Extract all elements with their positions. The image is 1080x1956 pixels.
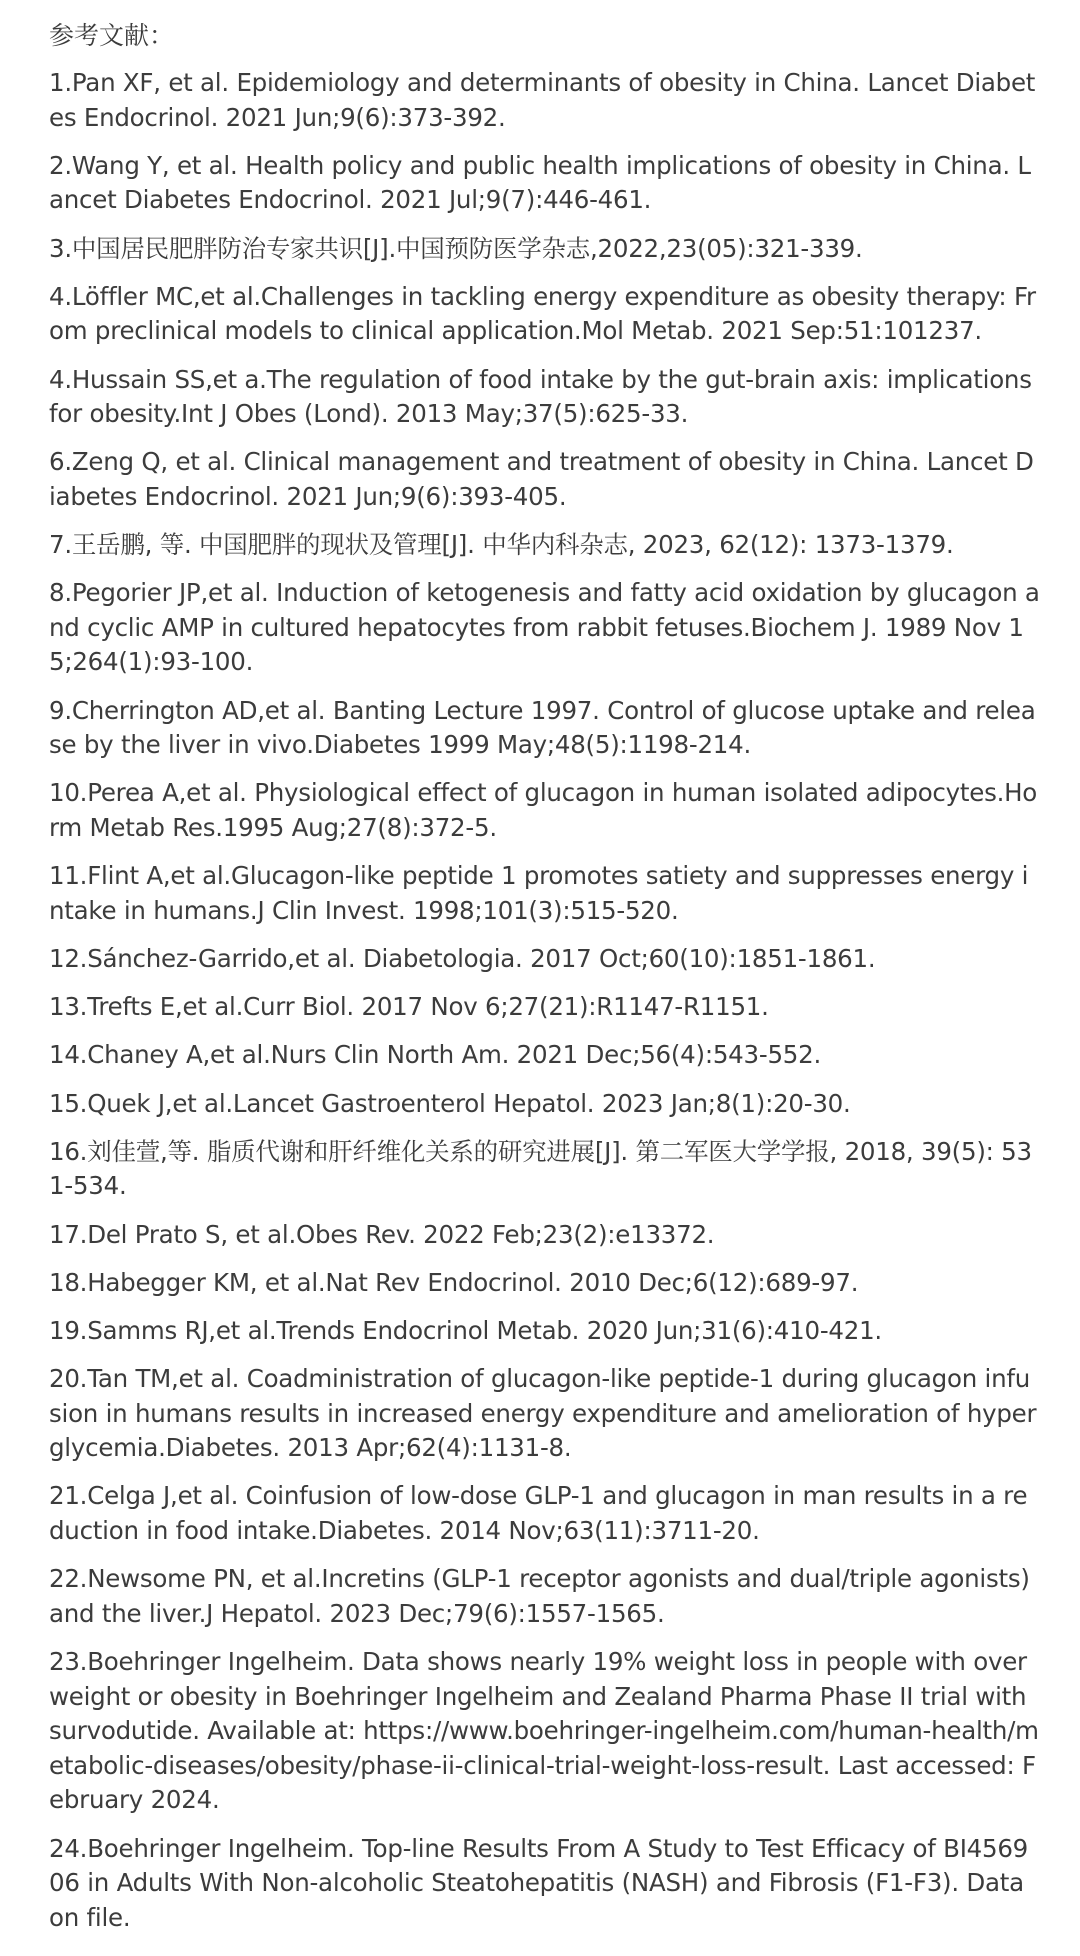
reference-item: 24.Boehringer Ingelheim. Top-line Results From A Study to Test Efficacy of BI456906 in Adults With Non-alcoholic Steatohepatitis (NASH) and Fibrosis (F1-F3). Data on file. bbox=[49, 1833, 1029, 1932]
reference-item: 20.Tan TM,et al. Coadministration of glucagon-like peptide-1 during glucagon infusion in humans results in increased energy expenditure and amelioration of hyperglycemia.Diabetes. 2013 Apr;62(4):1131-8. bbox=[49, 1364, 1037, 1463]
reference-item: 7.王岳鹏, 等. 中国肥胖的现状及管理[J]. 中华内科杂志, 2023, 62(12): 1373-1379. bbox=[49, 530, 954, 560]
reference-item: 4.Löffler MC,et al.Challenges in tackling energy expenditure as obesity therapy: From preclinical models to clinical application.Mol Metab. 2021 Sep:51:101237. bbox=[49, 281, 1036, 346]
reference-item: 8.Pegorier JP,et al. Induction of ketogenesis and fatty acid oxidation by glucagon and cyclic AMP in cultured hepatocytes from rabbit fetuses.Biochem J. 1989 Nov 15;264(1):93-100. bbox=[49, 578, 1040, 677]
reference-item: 1.Pan XF, et al. Epidemiology and determinants of obesity in China. Lancet Diabetes Endocrinol. 2021 Jun;9(6):373-392. bbox=[49, 68, 1036, 132]
reference-item: 10.Perea A,et al. Physiological effect of glucagon in human isolated adipocytes.Horm Metab Res.1995 Aug;27(8):372-5. bbox=[49, 778, 1038, 843]
reference-item: 17.Del Prato S, et al.Obes Rev. 2022 Feb;23(2):e13372. bbox=[49, 1219, 715, 1249]
reference-item: 2.Wang Y, et al. Health policy and public health implications of obesity in China. Lancet Diabetes Endocrinol. 2021 Jul;9(7):446-461. bbox=[49, 150, 1031, 215]
reference-item: 21.Celga J,et al. Coinfusion of low-dose GLP-1 and glucagon in man results in a reduction in food intake.Diabetes. 2014 Nov;63(11):3711-20. bbox=[49, 1481, 1028, 1546]
reference-item: 14.Chaney A,et al.Nurs Clin North Am. 2021 Dec;56(4):543-552. bbox=[49, 1040, 821, 1070]
reference-item: 4.Hussain SS,et a.The regulation of food intake by the gut-brain axis: implications for obesity.Int J Obes (Lond). 2013 May;37(5):625-33. bbox=[49, 364, 1032, 429]
reference-item: 15.Quek J,et al.Lancet Gastroenterol Hepatol. 2023 Jan;8(1):20-30. bbox=[49, 1088, 851, 1118]
reference-item: 3.中国居民肥胖防治专家共识[J].中国预防医学杂志,2022,23(05):321-339. bbox=[49, 233, 863, 263]
reference-item: 12.Sánchez-Garrido,et al. Diabetologia. 2017 Oct;60(10):1851-1861. bbox=[49, 944, 876, 973]
reference-item: 22.Newsome PN, et al.Incretins (GLP-1 receptor agonists and dual/triple agonists) and the liver.J Hepatol. 2023 Dec;79(6):1557-1565. bbox=[49, 1564, 1030, 1628]
reference-item: 23.Boehringer Ingelheim. Data shows nearly 19% weight loss in people with overweight or obesity in Boehringer Ingelheim and Zealand Pharma Phase II trial with survodutide. Available at: https://www.boehringer-ingelheim.com/human-health/metabolic-diseases/obesity/phase-ii-clinical-trial-weight-loss-result. Last accessed: February 2024. bbox=[49, 1647, 1039, 1815]
reference-item: 16.刘佳萱,等. 脂质代谢和肝纤维化关系的研究进展[J]. 第二军医大学学报, 2018, 39(5): 531-534. bbox=[49, 1136, 1032, 1201]
reference-item: 19.Samms RJ,et al.Trends Endocrinol Metab. 2020 Jun;31(6):410-421. bbox=[49, 1315, 882, 1345]
reference-item: 9.Cherrington AD,et al. Banting Lecture 1997. Control of glucose uptake and release by the liver in vivo.Diabetes 1999 May;48(5):1198-214. bbox=[49, 695, 1036, 760]
reference-item: 6.Zeng Q, et al. Clinical management and treatment of obesity in China. Lancet Diabetes Endocrinol. 2021 Jun;9(6):393-405. bbox=[49, 447, 1034, 511]
reference-item: 11.Flint A,et al.Glucagon-like peptide 1 promotes satiety and suppresses energy intake in humans.J Clin Invest. 1998;101(3):515-520. bbox=[49, 861, 1029, 925]
reference-item: 13.Trefts E,et al.Curr Biol. 2017 Nov 6;27(21):R1147-R1151. bbox=[49, 992, 769, 1022]
references-heading: 参考文献： bbox=[49, 21, 175, 50]
reference-list bbox=[49, 66, 1040, 1935]
reference-item: 18.Habegger KM, et al.Nat Rev Endocrinol. 2010 Dec;6(12):689-97. bbox=[49, 1267, 859, 1297]
